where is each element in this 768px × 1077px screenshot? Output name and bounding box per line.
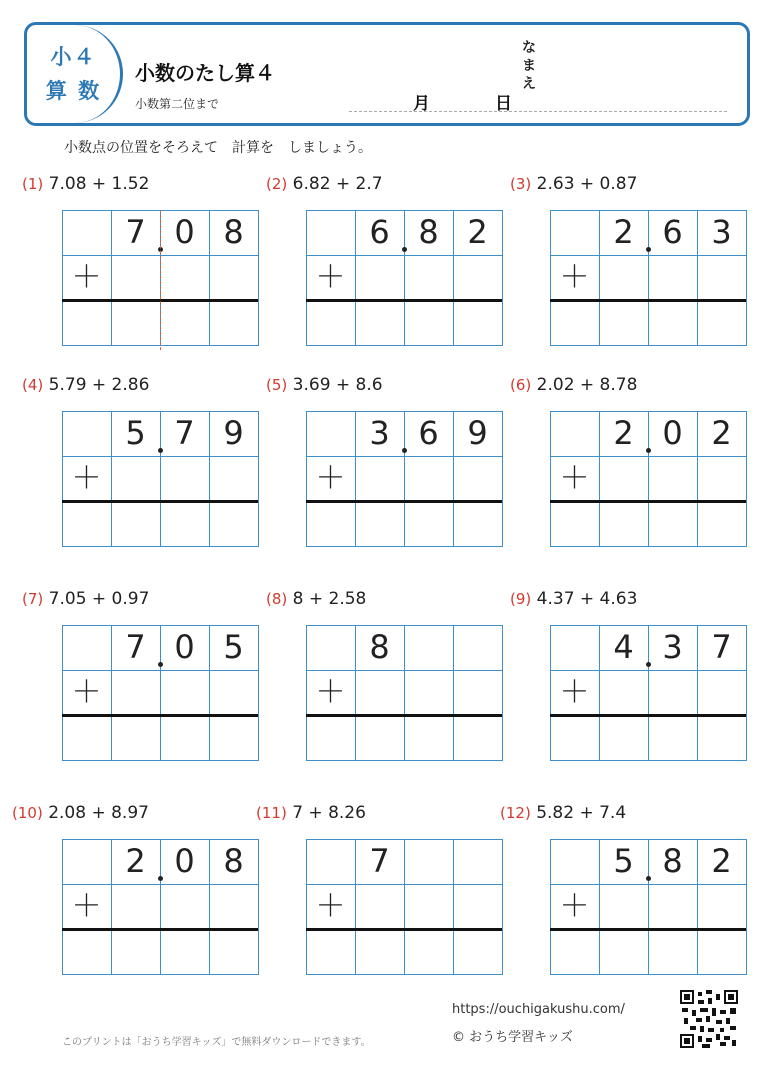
calculation-grid	[550, 839, 746, 975]
answer-cell[interactable]	[62, 300, 112, 346]
plus-sign: ＋	[559, 461, 590, 496]
answer-cell[interactable]	[453, 501, 503, 547]
grid-cell	[355, 255, 405, 301]
grid-cell	[453, 839, 503, 885]
grid-cell	[404, 884, 454, 930]
problem-label	[22, 589, 149, 617]
calculation-grid	[62, 411, 258, 547]
sum-line	[550, 928, 746, 931]
digit: 3	[662, 628, 683, 666]
grid-cell	[648, 456, 698, 502]
problem-number: (10)	[12, 804, 43, 822]
worksheet-title: 小数のたし算４	[135, 61, 275, 85]
grid-cell	[404, 625, 454, 671]
problem-expression: 8 + 2.58	[292, 589, 367, 609]
problem-number: (1)	[22, 175, 44, 193]
problem-number: (8)	[266, 590, 288, 608]
answer-cell[interactable]	[453, 300, 503, 346]
grid-cell	[404, 839, 454, 885]
grid-cell	[453, 255, 503, 301]
plus-sign: ＋	[315, 889, 346, 924]
footer-copyright: © おうち学習キッズ	[452, 1030, 573, 1045]
grid-cell	[599, 884, 649, 930]
grade-level: 小４	[50, 45, 97, 69]
answer-cell[interactable]	[355, 929, 405, 975]
answer-cell[interactable]	[648, 300, 698, 346]
grid-cell	[62, 210, 112, 256]
grid-cell	[697, 884, 747, 930]
problem-number: (5)	[266, 376, 288, 394]
grid-cell	[355, 884, 405, 930]
digit: 9	[467, 414, 488, 452]
grid-cell	[453, 456, 503, 502]
answer-cell[interactable]	[599, 300, 649, 346]
grid-cell	[599, 456, 649, 502]
digit: 0	[174, 213, 195, 251]
answer-cell[interactable]	[404, 300, 454, 346]
answer-cell[interactable]	[550, 501, 600, 547]
sum-line	[550, 299, 746, 302]
problem-number: (7)	[22, 590, 44, 608]
decimal-point	[646, 662, 651, 667]
calculation-grid	[306, 839, 502, 975]
name-label: な ま え	[522, 40, 536, 92]
answer-cell[interactable]	[453, 929, 503, 975]
grid-cell	[209, 884, 259, 930]
problem-number: (2)	[266, 175, 288, 193]
problem-label	[510, 589, 637, 617]
answer-cell[interactable]	[160, 715, 210, 761]
grid-cell	[306, 411, 356, 457]
sum-line	[306, 500, 502, 503]
grid-cell	[697, 670, 747, 716]
grid-cell	[160, 884, 210, 930]
problem-number: (3)	[510, 175, 532, 193]
grid-cell	[599, 670, 649, 716]
problem-number: (9)	[510, 590, 532, 608]
answer-cell[interactable]	[160, 300, 210, 346]
grid-cell	[62, 625, 112, 671]
decimal-point	[158, 448, 163, 453]
sum-line	[306, 928, 502, 931]
grid-cell	[209, 456, 259, 502]
grid-cell	[404, 670, 454, 716]
plus-sign: ＋	[559, 889, 590, 924]
day-label: 日	[495, 94, 512, 114]
grid-cell	[550, 411, 600, 457]
sum-line	[62, 928, 258, 931]
problem-expression: 2.08 + 8.97	[48, 803, 149, 823]
problem-label	[266, 375, 383, 403]
digit: 2	[125, 842, 146, 880]
problem-label	[510, 174, 637, 202]
answer-cell[interactable]	[697, 300, 747, 346]
answer-cell[interactable]	[404, 715, 454, 761]
answer-cell[interactable]	[355, 300, 405, 346]
problem-label	[510, 375, 637, 403]
digit: 7	[125, 628, 146, 666]
qr-code-icon[interactable]	[680, 990, 738, 1048]
plus-sign: ＋	[315, 461, 346, 496]
problem-label	[22, 174, 149, 202]
grade-badge	[27, 25, 123, 123]
answer-cell[interactable]	[355, 715, 405, 761]
digit: 9	[223, 414, 244, 452]
problem-number: (11)	[256, 804, 287, 822]
answer-cell[interactable]	[648, 715, 698, 761]
sum-line	[306, 714, 502, 717]
grid-cell	[550, 210, 600, 256]
grid-cell	[209, 255, 259, 301]
digit: 7	[711, 628, 732, 666]
grid-cell	[697, 456, 747, 502]
subject: 算 数	[45, 79, 102, 103]
grid-cell	[111, 255, 161, 301]
plus-sign: ＋	[559, 260, 590, 295]
grid-cell	[550, 839, 600, 885]
answer-cell[interactable]	[550, 300, 600, 346]
answer-cell[interactable]	[62, 929, 112, 975]
problem-label	[22, 375, 149, 403]
grid-cell	[453, 625, 503, 671]
calculation-grid	[306, 411, 502, 547]
grid-cell	[160, 456, 210, 502]
decimal-point	[646, 448, 651, 453]
digit: 5	[125, 414, 146, 452]
answer-cell[interactable]	[306, 715, 356, 761]
plus-sign: ＋	[71, 461, 102, 496]
digit: 0	[662, 414, 683, 452]
grid-cell	[355, 670, 405, 716]
answer-cell[interactable]	[160, 929, 210, 975]
calculation-grid	[550, 625, 746, 761]
answer-cell[interactable]	[648, 929, 698, 975]
digit: 6	[418, 414, 439, 452]
digit: 6	[369, 213, 390, 251]
digit: 5	[223, 628, 244, 666]
digit: 3	[369, 414, 390, 452]
problem-expression: 4.37 + 4.63	[536, 589, 638, 609]
worksheet-header	[24, 22, 750, 126]
digit: 8	[223, 842, 244, 880]
calculation-grid	[306, 210, 502, 346]
name-write-line[interactable]	[349, 111, 727, 112]
grid-cell	[453, 670, 503, 716]
calculation-grid	[550, 210, 746, 346]
decimal-point	[402, 448, 407, 453]
digit: 2	[613, 414, 634, 452]
answer-cell[interactable]	[306, 300, 356, 346]
digit: 2	[613, 213, 634, 251]
answer-cell[interactable]	[550, 715, 600, 761]
answer-cell[interactable]	[209, 300, 259, 346]
answer-cell[interactable]	[404, 929, 454, 975]
digit: 8	[662, 842, 683, 880]
answer-cell[interactable]	[599, 501, 649, 547]
problem-label	[256, 803, 366, 831]
problem-expression: 5.82 + 7.4	[536, 803, 627, 823]
digit: 0	[174, 628, 195, 666]
answer-cell[interactable]	[111, 929, 161, 975]
sum-line	[62, 714, 258, 717]
instruction-text: 小数点の位置をそろえて 計算を しましょう。	[64, 140, 372, 156]
answer-cell[interactable]	[62, 715, 112, 761]
answer-cell[interactable]	[209, 715, 259, 761]
sum-line	[306, 299, 502, 302]
digit: 4	[613, 628, 634, 666]
digit: 3	[711, 213, 732, 251]
answer-cell[interactable]	[404, 501, 454, 547]
digit: 8	[369, 628, 390, 666]
digit: 6	[662, 213, 683, 251]
plus-sign: ＋	[315, 260, 346, 295]
problem-number: (12)	[500, 804, 531, 822]
digit: 2	[711, 842, 732, 880]
decimal-point	[158, 876, 163, 881]
grid-cell	[111, 456, 161, 502]
answer-cell[interactable]	[355, 501, 405, 547]
grid-cell	[550, 625, 600, 671]
grid-cell	[306, 210, 356, 256]
problem-expression: 5.79 + 2.86	[48, 375, 150, 395]
month-label: 月	[413, 94, 430, 114]
digit: 7	[369, 842, 390, 880]
decimal-point	[646, 247, 651, 252]
problem-expression: 3.69 + 8.6	[292, 375, 383, 395]
grid-cell	[62, 411, 112, 457]
answer-cell[interactable]	[599, 929, 649, 975]
answer-cell[interactable]	[111, 501, 161, 547]
problem-expression: 2.02 + 8.78	[536, 375, 638, 395]
plus-sign: ＋	[71, 260, 102, 295]
problem-expression: 2.63 + 0.87	[536, 174, 638, 194]
answer-cell[interactable]	[599, 715, 649, 761]
grid-cell	[599, 255, 649, 301]
grid-cell	[111, 884, 161, 930]
worksheet-subtitle: 小数第二位まで	[135, 97, 220, 111]
grid-cell	[209, 670, 259, 716]
decimal-guide-line	[160, 210, 161, 350]
grid-cell	[648, 670, 698, 716]
answer-cell[interactable]	[306, 929, 356, 975]
digit: 0	[174, 842, 195, 880]
problem-number: (4)	[22, 376, 44, 394]
grid-cell	[648, 255, 698, 301]
answer-cell[interactable]	[209, 929, 259, 975]
footer-url[interactable]: https://ouchigakushu.com/	[452, 1002, 625, 1017]
calculation-grid	[550, 411, 746, 547]
problem-expression: 7.08 + 1.52	[48, 174, 150, 194]
plus-sign: ＋	[71, 889, 102, 924]
answer-cell[interactable]	[648, 501, 698, 547]
grid-cell	[160, 255, 210, 301]
digit: 7	[125, 213, 146, 251]
grid-cell	[306, 625, 356, 671]
digit: 7	[174, 414, 195, 452]
problem-expression: 7.05 + 0.97	[48, 589, 150, 609]
digit: 2	[711, 414, 732, 452]
digit: 5	[613, 842, 634, 880]
digit: 2	[467, 213, 488, 251]
grid-cell	[111, 670, 161, 716]
grid-cell	[697, 255, 747, 301]
grid-cell	[404, 255, 454, 301]
calculation-grid	[62, 839, 258, 975]
grid-cell	[648, 884, 698, 930]
answer-cell[interactable]	[697, 929, 747, 975]
problem-label	[12, 803, 149, 831]
calculation-grid	[62, 625, 258, 761]
answer-cell[interactable]	[697, 715, 747, 761]
answer-cell[interactable]	[209, 501, 259, 547]
digit: 8	[418, 213, 439, 251]
calculation-grid	[306, 625, 502, 761]
problem-label	[500, 803, 626, 831]
answer-cell[interactable]	[62, 501, 112, 547]
sum-line	[62, 500, 258, 503]
grid-cell	[160, 670, 210, 716]
decimal-point	[402, 247, 407, 252]
problem-label	[266, 589, 366, 617]
decimal-point	[158, 662, 163, 667]
grid-cell	[306, 839, 356, 885]
plus-sign: ＋	[315, 675, 346, 710]
grid-cell	[355, 456, 405, 502]
problem-number: (6)	[510, 376, 532, 394]
sum-line	[550, 500, 746, 503]
calculation-grid	[62, 210, 258, 346]
decimal-point	[646, 876, 651, 881]
answer-cell[interactable]	[697, 501, 747, 547]
sum-line	[550, 714, 746, 717]
answer-cell[interactable]	[111, 300, 161, 346]
answer-cell[interactable]	[160, 501, 210, 547]
answer-cell[interactable]	[111, 715, 161, 761]
plus-sign: ＋	[71, 675, 102, 710]
answer-cell[interactable]	[550, 929, 600, 975]
answer-cell[interactable]	[306, 501, 356, 547]
digit: 8	[223, 213, 244, 251]
grid-cell	[404, 456, 454, 502]
answer-cell[interactable]	[453, 715, 503, 761]
grid-cell	[453, 884, 503, 930]
plus-sign: ＋	[559, 675, 590, 710]
footer-note: このプリントは「おうち学習キッズ」で無料ダウンロードできます。	[62, 1037, 371, 1048]
problem-expression: 6.82 + 2.7	[292, 174, 383, 194]
problem-expression: 7 + 8.26	[292, 803, 366, 823]
grid-cell	[62, 839, 112, 885]
problem-label	[266, 174, 383, 202]
